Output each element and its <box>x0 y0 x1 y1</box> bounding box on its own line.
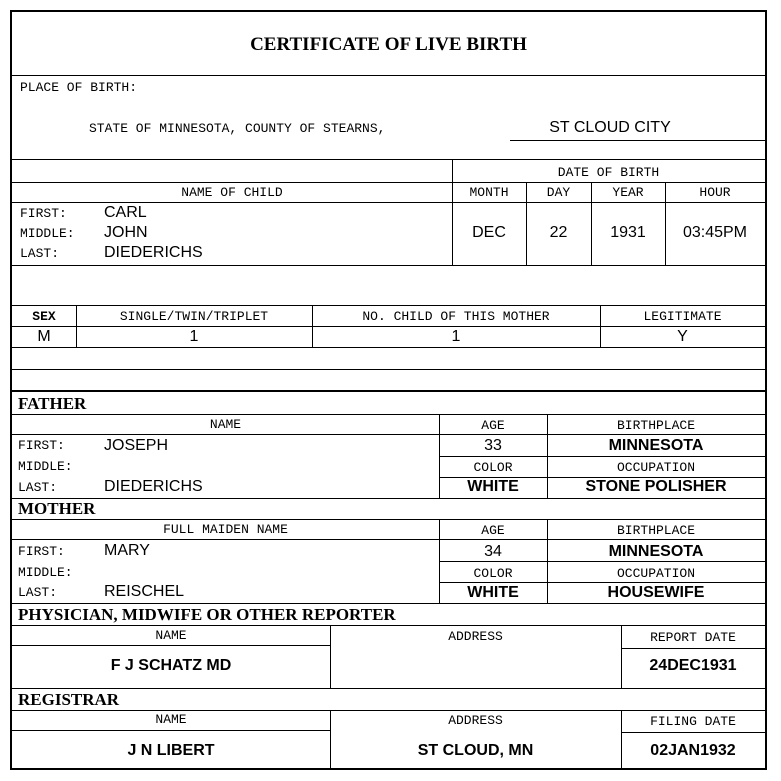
birth-month: DEC <box>472 224 506 241</box>
child-first-name: CARL <box>104 204 147 221</box>
divider <box>12 414 765 415</box>
state-county-text: STATE OF MINNESOTA, COUNTY OF STEARNS, <box>89 121 386 136</box>
divider <box>12 265 765 266</box>
father-color-header: COLOR <box>473 460 513 475</box>
divider <box>12 519 765 520</box>
mother-section-title: MOTHER <box>18 499 96 518</box>
birth-hour: 03:45PM <box>682 224 748 241</box>
mother-first-name: MARY <box>104 542 150 559</box>
divider <box>12 434 765 435</box>
mother-middle-label: MIDDLE: <box>18 565 73 580</box>
mother-age-header: AGE <box>481 523 505 538</box>
divider <box>12 305 765 306</box>
divider <box>12 498 765 499</box>
day-header: DAY <box>546 185 571 200</box>
registrar-address: ST CLOUD, MN <box>417 742 534 759</box>
divider <box>439 456 765 457</box>
mother-name-header: FULL MAIDEN NAME <box>163 522 288 537</box>
divider <box>439 582 765 583</box>
divider <box>12 75 765 76</box>
father-birthplace: MINNESOTA <box>608 437 704 454</box>
father-birthplace-header: BIRTHPLACE <box>616 418 695 433</box>
report-date-header: REPORT DATE <box>650 630 736 645</box>
mother-occupation-header: OCCUPATION <box>616 566 695 581</box>
place-of-birth-label: PLACE OF BIRTH: <box>20 80 138 95</box>
mother-birthplace-header: BIRTHPLACE <box>616 523 695 538</box>
father-name-header: NAME <box>209 417 242 432</box>
birth-year: 1931 <box>610 224 646 241</box>
father-last-name: DIEDERICHS <box>104 478 203 495</box>
physician-name-header: NAME <box>155 628 187 643</box>
father-age: 33 <box>484 437 502 454</box>
divider <box>12 539 765 540</box>
mother-color-header: COLOR <box>473 566 513 581</box>
father-occupation: STONE POLISHER <box>585 478 727 495</box>
divider <box>12 390 765 392</box>
father-age-header: AGE <box>481 418 505 433</box>
physician-address-header: ADDRESS <box>448 629 503 644</box>
filing-date: 02JAN1932 <box>650 742 736 759</box>
child-last-label: LAST: <box>20 246 60 261</box>
plurality-value: 1 <box>189 328 199 345</box>
father-first-name: JOSEPH <box>104 437 169 454</box>
child-middle-label: MIDDLE: <box>20 226 75 241</box>
mother-first-label: FIRST: <box>18 544 65 559</box>
sex-value: M <box>37 328 51 345</box>
child-number-header: NO. CHILD OF THIS MOTHER <box>362 309 550 324</box>
physician-name: F J SCHATZ MD <box>110 657 232 674</box>
plurality-header: SINGLE/TWIN/TRIPLET <box>119 309 269 324</box>
registrar-name-header: NAME <box>155 712 187 727</box>
child-number-value: 1 <box>451 328 461 345</box>
birth-certificate <box>10 10 767 770</box>
divider <box>621 648 765 649</box>
registrar-section-title: REGISTRAR <box>18 690 120 709</box>
date-of-birth-header: DATE OF BIRTH <box>557 165 660 180</box>
mother-occupation: HOUSEWIFE <box>607 584 705 601</box>
divider <box>12 645 330 646</box>
year-header: YEAR <box>612 185 644 200</box>
mother-last-label: LAST: <box>18 585 58 600</box>
mother-birthplace: MINNESOTA <box>608 543 704 560</box>
divider <box>12 603 765 604</box>
father-section-title: FATHER <box>18 394 87 413</box>
birth-city: ST CLOUD CITY <box>549 119 671 136</box>
physician-section-title: PHYSICIAN, MIDWIFE OR OTHER REPORTER <box>18 605 396 624</box>
divider <box>439 561 765 562</box>
divider <box>12 182 765 183</box>
name-of-child-header: NAME OF CHILD <box>181 185 283 200</box>
registrar-address-header: ADDRESS <box>448 713 503 728</box>
mother-age: 34 <box>484 543 502 560</box>
child-last-name: DIEDERICHS <box>104 244 203 261</box>
divider <box>452 159 453 265</box>
legitimate-value: Y <box>677 328 688 345</box>
child-first-label: FIRST: <box>20 206 67 221</box>
registrar-name: J N LIBERT <box>127 742 215 759</box>
father-first-label: FIRST: <box>18 438 65 453</box>
divider <box>621 732 765 733</box>
city-underline <box>510 140 765 141</box>
certificate-title: CERTIFICATE OF LIVE BIRTH <box>250 34 527 55</box>
legitimate-header: LEGITIMATE <box>643 309 722 324</box>
divider <box>12 730 330 731</box>
divider <box>12 710 765 711</box>
child-middle-name: JOHN <box>104 224 148 241</box>
father-last-label: LAST: <box>18 480 58 495</box>
divider <box>12 369 765 370</box>
birth-day: 22 <box>549 224 568 241</box>
father-color: WHITE <box>467 478 519 495</box>
month-header: MONTH <box>469 185 509 200</box>
filing-date-header: FILING DATE <box>650 714 736 729</box>
hour-header: HOUR <box>699 185 731 200</box>
divider <box>12 159 765 160</box>
divider <box>12 688 765 689</box>
mother-color: WHITE <box>467 584 519 601</box>
sex-header: SEX <box>32 309 56 324</box>
mother-last-name: REISCHEL <box>104 583 185 600</box>
divider <box>12 326 765 327</box>
report-date: 24DEC1931 <box>649 657 737 674</box>
divider <box>12 347 765 348</box>
divider <box>12 625 765 626</box>
father-occupation-header: OCCUPATION <box>616 460 695 475</box>
father-middle-label: MIDDLE: <box>18 459 73 474</box>
divider <box>12 202 765 203</box>
